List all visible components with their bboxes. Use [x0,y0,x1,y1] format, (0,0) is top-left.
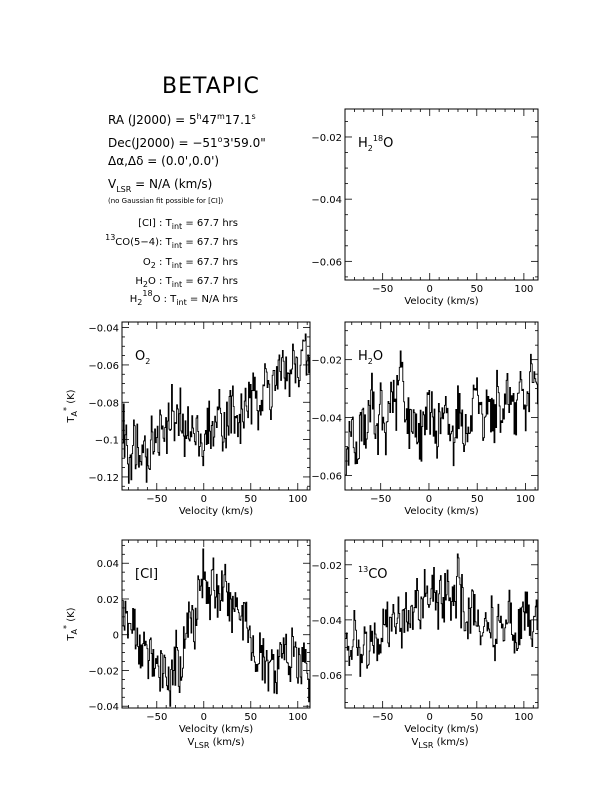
panel-h218o [311,109,538,307]
spectrum-line-o2 [123,334,311,483]
x-tick-label: 100 [514,284,534,295]
x-tick-label: 0 [200,494,207,505]
figure-title: BETAPIC [162,74,260,99]
x-tick-label: 100 [515,494,536,505]
velocity-axis-label: Velocity (km/s) [404,506,479,517]
y-tick-label: −0.02 [311,560,342,572]
y-tick-label: −0.04 [311,195,342,207]
y-tick-label: 0 [112,630,119,642]
panel-label: $H_2O$ [358,349,384,366]
x-tick-label: −50 [146,712,168,723]
panel-frame [122,540,310,708]
y-tick-label: −0.02 [311,132,342,144]
vlsr-axis-label-left: $V_{LSR}$ (km/s) [187,737,245,750]
x-tick-label: 50 [470,712,484,723]
y-tick-label: −0.02 [88,666,119,678]
y-tick-label: −0.04 [311,615,342,627]
y-tick-label: −0.02 [311,355,342,367]
spectrum-line-h2o [346,351,539,475]
x-tick-label: 0 [425,494,433,505]
velocity-axis-label: Velocity (km/s) [178,724,254,735]
panel-h2o [311,322,538,517]
integration-times [105,218,238,307]
y-tick-label: −0.12 [88,472,119,484]
panel-ci [62,540,310,735]
x-tick-label: 100 [514,712,534,723]
x-tick-label: 0 [426,284,433,295]
y-tick-label: −0.06 [311,471,342,483]
y-tick-label: −0.06 [88,360,119,372]
panel-label: [CI] [135,567,159,582]
ta-axis-label: $T_A^*$ (K) [62,389,79,423]
y-tick-label: −0.04 [88,702,119,714]
x-tick-label: 100 [288,494,308,505]
x-tick-label: 50 [244,712,258,723]
fit-note: (no Gaussian fit possible for [CI]) [108,197,224,205]
x-tick-label: 100 [288,712,308,723]
y-tick-label: −0.04 [311,413,342,425]
x-tick-label: 50 [470,284,484,295]
vlsr-line: $V_{LSR} = N/A$ (km/s) [108,177,213,194]
panel-label: $^{13}$CO [358,565,388,582]
y-tick-label: −0.06 [311,257,342,269]
y-tick-label: 0.04 [96,559,119,571]
velocity-axis-label: Velocity (km/s) [178,506,254,517]
dec-line: $Dec(J2000) = -51^o3'59.0$" [108,135,266,150]
panel-13co [311,540,538,735]
y-tick-label: −0.08 [88,398,119,410]
x-tick-label: −50 [146,494,168,505]
panel-label: $H_2^{18}O$ [358,134,394,153]
x-tick-label: −50 [372,712,394,723]
panel-label: $O_2$ [135,349,151,366]
velocity-axis-label: Velocity (km/s) [404,296,479,307]
ra-line: RA (J2000) = 5$^h$47$^m$17.1$^s$ [108,112,256,127]
offset-line: Δα,Δδ = (0.0',0.0') [108,154,220,168]
int-line-h218o: $H_2^{18}O$ : $T_{int} = N/A$ hrs [129,289,238,307]
x-tick-label: −50 [370,494,392,505]
x-tick-label: 50 [470,494,484,505]
panel-o2 [62,322,310,517]
int-line-h2o: $H_2O$ : $T_{int} = 67.7$ hrs [135,276,238,289]
x-tick-label: −50 [372,284,394,295]
velocity-axis-label: Velocity (km/s) [404,724,479,735]
int-line-13co: $^{13}$CO(5−4): $T_{int} = 67.7$ hrs [105,233,238,250]
x-tick-label: 50 [244,494,258,505]
ta-axis-label: $T_A^*$ (K) [62,607,79,641]
header-info [108,112,266,205]
vlsr-axis-label-right: $V_{LSR}$ (km/s) [411,737,469,750]
int-line-ci: [CI] : $T_{int} = 67.7$ hrs [138,218,238,231]
x-tick-label: 0 [426,712,433,723]
x-tick-label: 0 [200,712,207,723]
y-tick-label: −0.1 [94,435,119,447]
y-tick-label: −0.06 [311,670,342,682]
y-tick-label: 0.02 [96,594,119,606]
int-line-o2: $O_2$ : $T_{int} = 67.7$ hrs [142,257,238,270]
y-tick-label: −0.04 [88,323,119,335]
